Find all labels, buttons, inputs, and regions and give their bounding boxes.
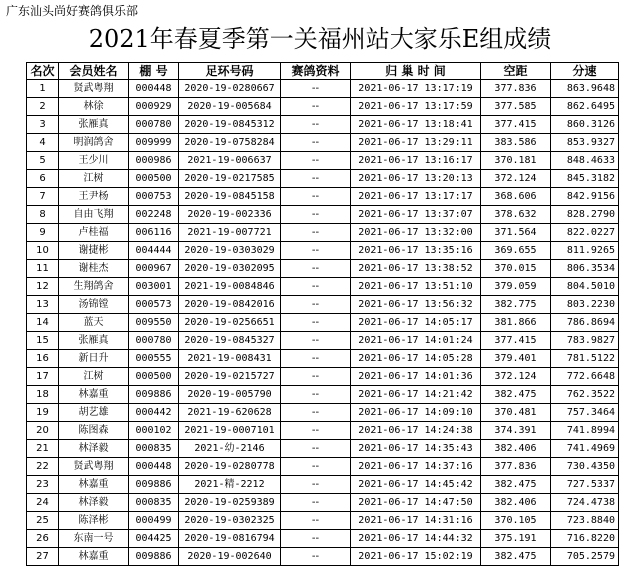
- cell-member-name: 林嘉重: [59, 548, 129, 566]
- column-header-distance: 空距: [481, 63, 551, 80]
- cell-ring-number: 2020-19-0280667: [179, 80, 281, 98]
- table-row: [27, 188, 619, 206]
- cell-ring-number: 2020-19-0217585: [179, 170, 281, 188]
- cell-distance: 382.475: [481, 386, 551, 404]
- cell-arrival-time: 2021-06-17 14:21:42: [351, 386, 481, 404]
- cell-speed: 803.2230: [551, 296, 619, 314]
- cell-speed: 845.3182: [551, 170, 619, 188]
- cell-member-name: 汤锦镗: [59, 296, 129, 314]
- cell-loft-number: 000499: [129, 512, 179, 530]
- cell-arrival-time: 2021-06-17 14:01:24: [351, 332, 481, 350]
- cell-pigeon-info: --: [281, 530, 351, 548]
- cell-pigeon-info: --: [281, 296, 351, 314]
- cell-ring-number: 2020-19-005790: [179, 386, 281, 404]
- cell-pigeon-info: --: [281, 188, 351, 206]
- cell-ring-number: 2020-19-0845327: [179, 332, 281, 350]
- cell-distance: 370.481: [481, 404, 551, 422]
- cell-ring-number: 2020-19-0256651: [179, 314, 281, 332]
- cell-member-name: 张雁真: [59, 116, 129, 134]
- cell-member-name: 王少川: [59, 152, 129, 170]
- cell-distance: 375.191: [481, 530, 551, 548]
- cell-speed: 806.3534: [551, 260, 619, 278]
- cell-pigeon-info: --: [281, 98, 351, 116]
- cell-member-name: 谢捷彬: [59, 242, 129, 260]
- cell-ring-number: 2020-19-002336: [179, 206, 281, 224]
- table-row: [27, 260, 619, 278]
- cell-member-name: 张雁真: [59, 332, 129, 350]
- cell-arrival-time: 2021-06-17 13:56:32: [351, 296, 481, 314]
- cell-rank: 13: [27, 296, 59, 314]
- cell-ring-number: 2021-19-006637: [179, 152, 281, 170]
- cell-loft-number: 009999: [129, 134, 179, 152]
- cell-ring-number: 2020-19-0816794: [179, 530, 281, 548]
- cell-distance: 370.015: [481, 260, 551, 278]
- cell-member-name: 林嘉重: [59, 476, 129, 494]
- cell-arrival-time: 2021-06-17 13:32:00: [351, 224, 481, 242]
- cell-loft-number: 000967: [129, 260, 179, 278]
- cell-distance: 374.391: [481, 422, 551, 440]
- cell-member-name: 东南一号: [59, 530, 129, 548]
- table-row: [27, 494, 619, 512]
- cell-speed: 863.9648: [551, 80, 619, 98]
- cell-rank: 7: [27, 188, 59, 206]
- cell-distance: 377.836: [481, 458, 551, 476]
- cell-distance: 370.105: [481, 512, 551, 530]
- cell-ring-number: 2020-19-0259389: [179, 494, 281, 512]
- cell-distance: 372.124: [481, 170, 551, 188]
- cell-rank: 23: [27, 476, 59, 494]
- table-row: [27, 278, 619, 296]
- column-header-pigeon-info: 赛鸽资料: [281, 63, 351, 80]
- cell-loft-number: 000573: [129, 296, 179, 314]
- cell-speed: 716.8220: [551, 530, 619, 548]
- cell-speed: 741.4969: [551, 440, 619, 458]
- table-header-row: [27, 63, 619, 80]
- cell-arrival-time: 2021-06-17 14:09:10: [351, 404, 481, 422]
- cell-loft-number: 000448: [129, 80, 179, 98]
- cell-speed: 811.9265: [551, 242, 619, 260]
- cell-pigeon-info: --: [281, 368, 351, 386]
- table-row: [27, 530, 619, 548]
- cell-loft-number: 000835: [129, 494, 179, 512]
- cell-pigeon-info: --: [281, 422, 351, 440]
- cell-distance: 382.775: [481, 296, 551, 314]
- cell-pigeon-info: --: [281, 548, 351, 566]
- cell-arrival-time: 2021-06-17 14:45:42: [351, 476, 481, 494]
- cell-speed: 705.2579: [551, 548, 619, 566]
- cell-pigeon-info: --: [281, 404, 351, 422]
- cell-member-name: 自由飞翔: [59, 206, 129, 224]
- cell-member-name: 卢桂福: [59, 224, 129, 242]
- cell-speed: 804.5010: [551, 278, 619, 296]
- cell-distance: 372.124: [481, 368, 551, 386]
- table-row: [27, 548, 619, 566]
- table-row: [27, 224, 619, 242]
- cell-rank: 8: [27, 206, 59, 224]
- cell-arrival-time: 2021-06-17 13:17:19: [351, 80, 481, 98]
- cell-loft-number: 000448: [129, 458, 179, 476]
- cell-distance: 378.632: [481, 206, 551, 224]
- cell-speed: 828.2790: [551, 206, 619, 224]
- cell-pigeon-info: --: [281, 512, 351, 530]
- cell-speed: 862.6495: [551, 98, 619, 116]
- cell-ring-number: 2021-19-0084846: [179, 278, 281, 296]
- cell-loft-number: 000986: [129, 152, 179, 170]
- cell-member-name: 新日升: [59, 350, 129, 368]
- cell-loft-number: 000780: [129, 332, 179, 350]
- table-row: [27, 98, 619, 116]
- cell-distance: 382.475: [481, 548, 551, 566]
- cell-speed: 781.5122: [551, 350, 619, 368]
- column-header-arrival-time: 归 巢 时 间: [351, 63, 481, 80]
- cell-rank: 19: [27, 404, 59, 422]
- table-row: [27, 116, 619, 134]
- cell-member-name: 贤武粤翔: [59, 80, 129, 98]
- cell-member-name: 生翔鸽舍: [59, 278, 129, 296]
- cell-loft-number: 000555: [129, 350, 179, 368]
- cell-pigeon-info: --: [281, 278, 351, 296]
- cell-pigeon-info: --: [281, 224, 351, 242]
- cell-member-name: 王尹杨: [59, 188, 129, 206]
- cell-speed: 741.8994: [551, 422, 619, 440]
- table-row: [27, 242, 619, 260]
- cell-loft-number: 009550: [129, 314, 179, 332]
- cell-rank: 12: [27, 278, 59, 296]
- cell-member-name: 林嘉重: [59, 386, 129, 404]
- cell-ring-number: 2021-19-620628: [179, 404, 281, 422]
- cell-pigeon-info: --: [281, 260, 351, 278]
- cell-pigeon-info: --: [281, 314, 351, 332]
- cell-arrival-time: 2021-06-17 13:20:13: [351, 170, 481, 188]
- cell-distance: 381.866: [481, 314, 551, 332]
- table-row: [27, 296, 619, 314]
- cell-loft-number: 000102: [129, 422, 179, 440]
- cell-arrival-time: 2021-06-17 13:29:11: [351, 134, 481, 152]
- cell-distance: 377.836: [481, 80, 551, 98]
- cell-pigeon-info: --: [281, 386, 351, 404]
- cell-rank: 21: [27, 440, 59, 458]
- cell-distance: 377.585: [481, 98, 551, 116]
- cell-distance: 370.181: [481, 152, 551, 170]
- table-row: [27, 422, 619, 440]
- cell-loft-number: 002248: [129, 206, 179, 224]
- cell-ring-number: 2020-19-0302095: [179, 260, 281, 278]
- cell-member-name: 林泽毅: [59, 494, 129, 512]
- cell-arrival-time: 2021-06-17 13:17:59: [351, 98, 481, 116]
- cell-rank: 6: [27, 170, 59, 188]
- cell-pigeon-info: --: [281, 440, 351, 458]
- cell-rank: 2: [27, 98, 59, 116]
- cell-ring-number: 2020-19-0280778: [179, 458, 281, 476]
- cell-rank: 20: [27, 422, 59, 440]
- cell-loft-number: 000929: [129, 98, 179, 116]
- cell-distance: 368.606: [481, 188, 551, 206]
- cell-ring-number: 2020-19-0302325: [179, 512, 281, 530]
- table-row: [27, 386, 619, 404]
- table-row: [27, 476, 619, 494]
- cell-rank: 18: [27, 386, 59, 404]
- cell-pigeon-info: --: [281, 476, 351, 494]
- cell-speed: 853.9327: [551, 134, 619, 152]
- cell-speed: 772.6648: [551, 368, 619, 386]
- cell-ring-number: 2020-19-0842016: [179, 296, 281, 314]
- cell-arrival-time: 2021-06-17 14:24:38: [351, 422, 481, 440]
- table-row: [27, 350, 619, 368]
- cell-member-name: 林泽毅: [59, 440, 129, 458]
- column-header-speed: 分速: [551, 63, 619, 80]
- cell-member-name: 林徐: [59, 98, 129, 116]
- cell-rank: 17: [27, 368, 59, 386]
- cell-distance: 383.586: [481, 134, 551, 152]
- cell-distance: 377.415: [481, 332, 551, 350]
- cell-pigeon-info: --: [281, 332, 351, 350]
- cell-loft-number: 000500: [129, 368, 179, 386]
- cell-speed: 757.3464: [551, 404, 619, 422]
- table-row: [27, 404, 619, 422]
- cell-pigeon-info: --: [281, 170, 351, 188]
- cell-rank: 15: [27, 332, 59, 350]
- cell-speed: 786.8694: [551, 314, 619, 332]
- cell-arrival-time: 2021-06-17 14:31:16: [351, 512, 481, 530]
- cell-arrival-time: 2021-06-17 14:37:16: [351, 458, 481, 476]
- cell-rank: 9: [27, 224, 59, 242]
- cell-member-name: 陈泽彬: [59, 512, 129, 530]
- cell-distance: 382.475: [481, 476, 551, 494]
- cell-ring-number: 2021-精-2212: [179, 476, 281, 494]
- table-row: [27, 368, 619, 386]
- cell-speed: 730.4350: [551, 458, 619, 476]
- cell-ring-number: 2020-19-0758284: [179, 134, 281, 152]
- cell-pigeon-info: --: [281, 350, 351, 368]
- table-row: [27, 134, 619, 152]
- cell-member-name: 明润鸽舍: [59, 134, 129, 152]
- cell-arrival-time: 2021-06-17 14:35:43: [351, 440, 481, 458]
- cell-distance: 382.406: [481, 494, 551, 512]
- table-row: [27, 512, 619, 530]
- cell-ring-number: 2021-幼-2146: [179, 440, 281, 458]
- cell-pigeon-info: --: [281, 206, 351, 224]
- cell-distance: 371.564: [481, 224, 551, 242]
- cell-loft-number: 004425: [129, 530, 179, 548]
- cell-pigeon-info: --: [281, 152, 351, 170]
- cell-ring-number: 2021-19-007721: [179, 224, 281, 242]
- cell-arrival-time: 2021-06-17 15:02:19: [351, 548, 481, 566]
- cell-pigeon-info: --: [281, 242, 351, 260]
- cell-distance: 379.401: [481, 350, 551, 368]
- club-name: 广东汕头尚好赛鸽俱乐部: [6, 4, 139, 18]
- column-header-ring: 足环号码: [179, 63, 281, 80]
- cell-arrival-time: 2021-06-17 14:05:28: [351, 350, 481, 368]
- cell-loft-number: 006116: [129, 224, 179, 242]
- cell-rank: 1: [27, 80, 59, 98]
- cell-loft-number: 009886: [129, 476, 179, 494]
- page-title: 2021年春夏季第一关福州站大家乐E组成绩: [88, 25, 552, 53]
- cell-ring-number: 2020-19-0845312: [179, 116, 281, 134]
- cell-pigeon-info: --: [281, 116, 351, 134]
- cell-ring-number: 2020-19-0303029: [179, 242, 281, 260]
- cell-loft-number: 000835: [129, 440, 179, 458]
- cell-member-name: 蓝天: [59, 314, 129, 332]
- cell-loft-number: 000500: [129, 170, 179, 188]
- cell-rank: 27: [27, 548, 59, 566]
- cell-loft-number: 000780: [129, 116, 179, 134]
- cell-arrival-time: 2021-06-17 14:44:32: [351, 530, 481, 548]
- cell-rank: 24: [27, 494, 59, 512]
- cell-pigeon-info: --: [281, 134, 351, 152]
- cell-arrival-time: 2021-06-17 13:18:41: [351, 116, 481, 134]
- cell-rank: 3: [27, 116, 59, 134]
- cell-distance: 369.655: [481, 242, 551, 260]
- results-table: [26, 62, 619, 566]
- cell-distance: 377.415: [481, 116, 551, 134]
- cell-speed: 727.5337: [551, 476, 619, 494]
- cell-speed: 842.9156: [551, 188, 619, 206]
- cell-rank: 4: [27, 134, 59, 152]
- cell-loft-number: 009886: [129, 548, 179, 566]
- table-row: [27, 314, 619, 332]
- cell-arrival-time: 2021-06-17 13:38:52: [351, 260, 481, 278]
- cell-arrival-time: 2021-06-17 13:17:17: [351, 188, 481, 206]
- cell-rank: 5: [27, 152, 59, 170]
- cell-rank: 26: [27, 530, 59, 548]
- cell-ring-number: 2020-19-005684: [179, 98, 281, 116]
- column-header-loft: 棚 号: [129, 63, 179, 80]
- cell-ring-number: 2020-19-0215727: [179, 368, 281, 386]
- table-row: [27, 170, 619, 188]
- cell-arrival-time: 2021-06-17 14:47:50: [351, 494, 481, 512]
- cell-rank: 14: [27, 314, 59, 332]
- cell-rank: 25: [27, 512, 59, 530]
- cell-rank: 10: [27, 242, 59, 260]
- cell-ring-number: 2021-19-0007101: [179, 422, 281, 440]
- cell-arrival-time: 2021-06-17 13:16:17: [351, 152, 481, 170]
- cell-member-name: 谢桂杰: [59, 260, 129, 278]
- cell-arrival-time: 2021-06-17 13:51:10: [351, 278, 481, 296]
- cell-member-name: 江树: [59, 368, 129, 386]
- cell-arrival-time: 2021-06-17 14:05:17: [351, 314, 481, 332]
- table-row: [27, 332, 619, 350]
- cell-pigeon-info: --: [281, 494, 351, 512]
- cell-ring-number: 2020-19-0845158: [179, 188, 281, 206]
- cell-pigeon-info: --: [281, 80, 351, 98]
- table-row: [27, 152, 619, 170]
- cell-arrival-time: 2021-06-17 13:35:16: [351, 242, 481, 260]
- cell-member-name: 贤武粤翔: [59, 458, 129, 476]
- column-header-member: 会员姓名: [59, 63, 129, 80]
- table-row: [27, 206, 619, 224]
- cell-speed: 724.4738: [551, 494, 619, 512]
- column-header-rank: 名次: [27, 63, 59, 80]
- cell-ring-number: 2020-19-002640: [179, 548, 281, 566]
- cell-arrival-time: 2021-06-17 13:37:07: [351, 206, 481, 224]
- cell-loft-number: 000442: [129, 404, 179, 422]
- cell-speed: 822.0227: [551, 224, 619, 242]
- cell-rank: 11: [27, 260, 59, 278]
- cell-distance: 379.059: [481, 278, 551, 296]
- cell-member-name: 胡艺雄: [59, 404, 129, 422]
- cell-loft-number: 003001: [129, 278, 179, 296]
- table-row: [27, 458, 619, 476]
- cell-pigeon-info: --: [281, 458, 351, 476]
- cell-speed: 762.3522: [551, 386, 619, 404]
- cell-speed: 783.9827: [551, 332, 619, 350]
- cell-member-name: 陈图森: [59, 422, 129, 440]
- cell-loft-number: 004444: [129, 242, 179, 260]
- cell-speed: 848.4633: [551, 152, 619, 170]
- cell-speed: 723.8840: [551, 512, 619, 530]
- cell-member-name: 江树: [59, 170, 129, 188]
- cell-rank: 16: [27, 350, 59, 368]
- cell-rank: 22: [27, 458, 59, 476]
- cell-arrival-time: 2021-06-17 14:01:36: [351, 368, 481, 386]
- table-row: [27, 440, 619, 458]
- cell-loft-number: 009886: [129, 386, 179, 404]
- cell-distance: 382.406: [481, 440, 551, 458]
- cell-ring-number: 2021-19-008431: [179, 350, 281, 368]
- cell-loft-number: 000753: [129, 188, 179, 206]
- table-row: [27, 80, 619, 98]
- cell-speed: 860.3126: [551, 116, 619, 134]
